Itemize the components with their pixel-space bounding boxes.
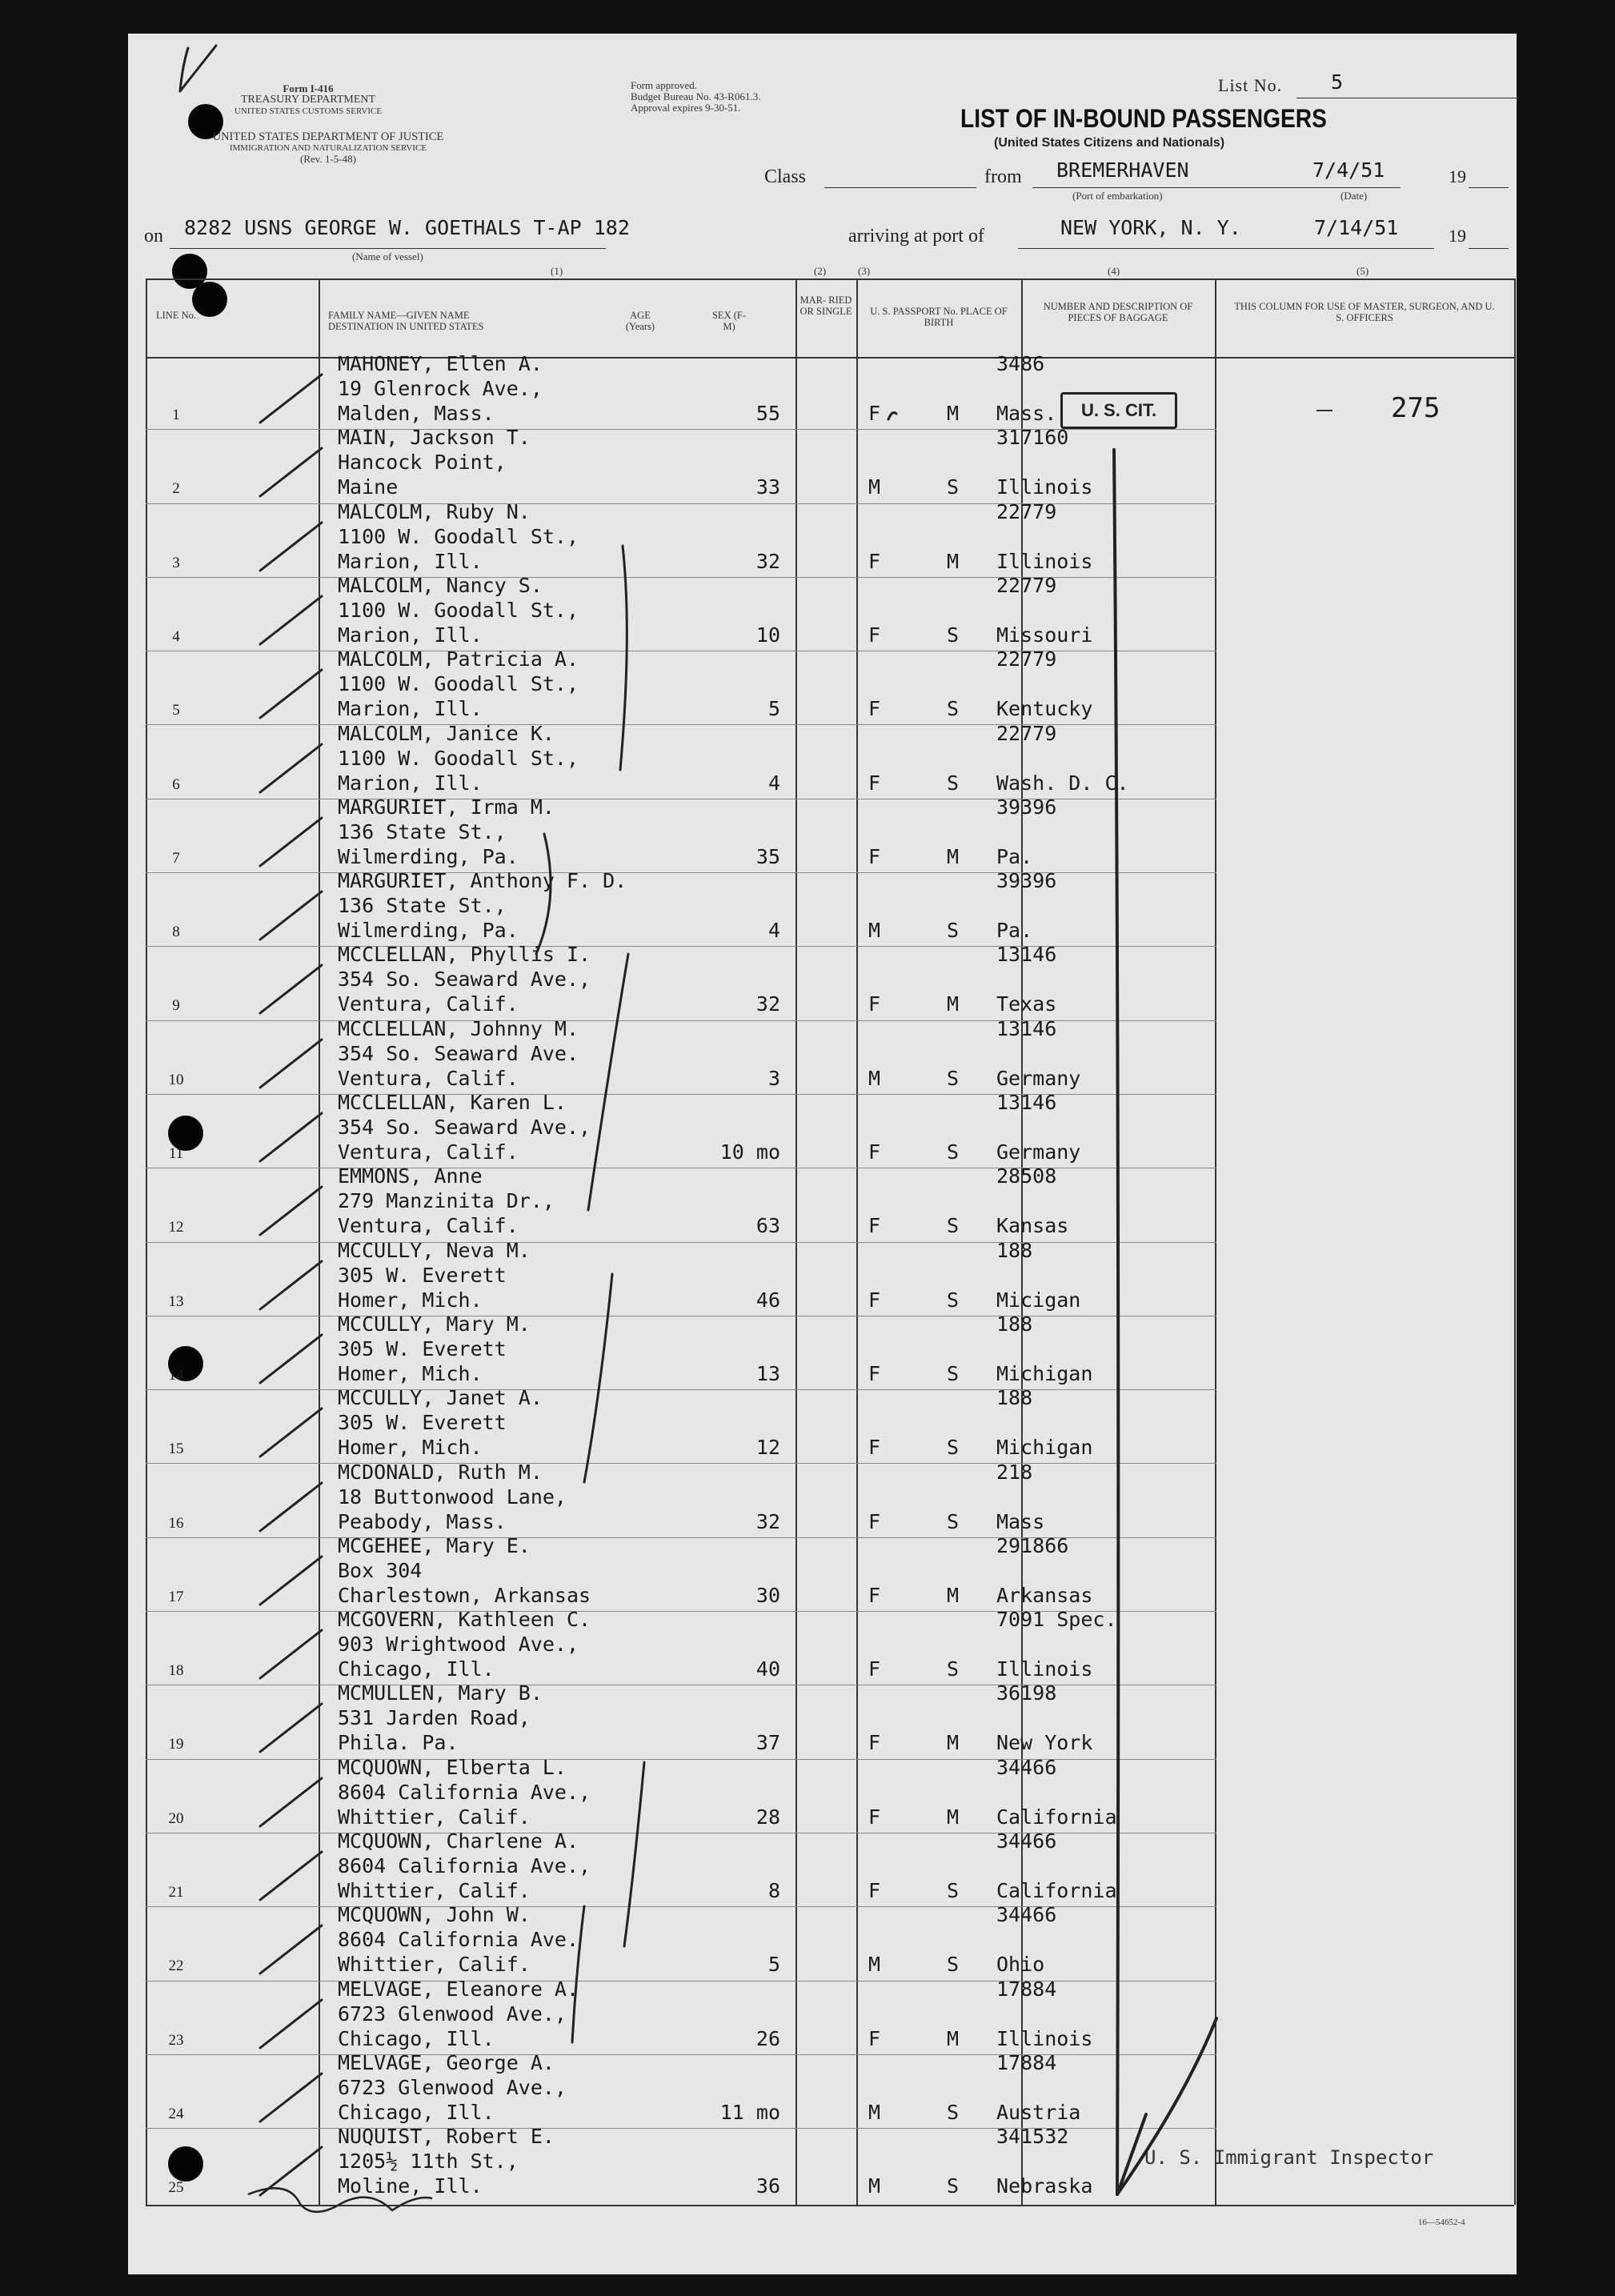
line-number: 23 xyxy=(168,2031,184,2049)
approval-expiry: Approval expires 9-30-51. xyxy=(631,102,741,114)
passport-number: 7091 Spec. xyxy=(996,1608,1117,1632)
passport-number: 188 xyxy=(996,1238,1033,1262)
age: 5 xyxy=(767,1953,780,1977)
passenger-name: MCCLELLAN, Phyllis I. xyxy=(338,943,591,967)
header-married: MAR- RIED OR SINGLE xyxy=(799,295,852,317)
header-baggage: NUMBER AND DESCRIPTION OF PIECES OF BAGGAGE xyxy=(1043,301,1193,323)
passport-number: 13146 xyxy=(996,1091,1057,1114)
age: 28 xyxy=(755,1805,780,1829)
address-line-2: Chicago, Ill. xyxy=(338,2026,495,2050)
age: 32 xyxy=(755,549,780,573)
age: 13 xyxy=(755,1361,780,1385)
line-number: 6 xyxy=(172,775,180,793)
header-officers: THIS COLUMN FOR USE OF MASTER, SURGEON, AND U. S. OFFICERS xyxy=(1234,301,1495,323)
marital-status: S xyxy=(947,1436,960,1460)
header-sex: SEX (F-M) xyxy=(711,310,747,332)
address-line-2: Marion, Ill. xyxy=(338,771,483,795)
line-number: 25 xyxy=(168,2179,184,2197)
marital-status: S xyxy=(947,1361,960,1385)
marital-status: M xyxy=(947,1731,960,1755)
age: 26 xyxy=(755,2026,780,2050)
sex: M xyxy=(868,2100,881,2124)
marital-status: S xyxy=(947,2174,960,2198)
line-number: 20 xyxy=(168,1809,184,1827)
col-number-4: (4) xyxy=(1108,265,1120,277)
marital-status: S xyxy=(947,1066,960,1090)
arriving-label: arriving at port of xyxy=(848,226,984,246)
marital-status: S xyxy=(947,697,960,721)
passenger-name: EMMONS, Anne xyxy=(338,1164,483,1188)
line-number: 1 xyxy=(172,407,180,423)
address-line-1: 903 Wrightwood Ave., xyxy=(338,1633,579,1657)
marital-status: M xyxy=(947,402,960,425)
passenger-name: MARGURIET, Anthony F. D. xyxy=(338,869,627,893)
vessel-name: 8282 USNS GEORGE W. GOETHALS T-AP 182 xyxy=(184,216,630,239)
manifest-page xyxy=(128,34,1517,2274)
age: 33 xyxy=(755,475,780,499)
passport-number: 22779 xyxy=(996,573,1057,597)
address-line-2: Maine xyxy=(338,475,399,499)
passenger-name: NUQUIST, Robert E. xyxy=(338,2125,555,2149)
year-prefix: 19 xyxy=(1449,166,1466,186)
address-line-2: Charlestown, Arkansas xyxy=(338,1583,591,1607)
sex: M xyxy=(868,475,881,499)
from-label: from xyxy=(984,166,1022,187)
address-line-2: Homer, Mich. xyxy=(338,1361,483,1385)
address-line-1: 8604 California Ave., xyxy=(338,1854,591,1877)
line-number: 4 xyxy=(172,627,180,645)
departure-date: 7/4/51 xyxy=(1312,158,1385,182)
passenger-name: MALCOLM, Janice K. xyxy=(338,721,555,745)
arrival-date: 7/14/51 xyxy=(1314,216,1399,239)
address-line-1: 531 Jarden Road, xyxy=(338,1706,531,1730)
address-line-2: Wilmerding, Pa. xyxy=(338,919,519,943)
address-line-2: Moline, Ill. xyxy=(338,2174,483,2198)
address-line-2: Wilmerding, Pa. xyxy=(338,844,519,868)
address-line-2: Whittier, Calif. xyxy=(338,1805,531,1829)
passport-number: 3486 xyxy=(996,352,1045,375)
passport-number: 317160 xyxy=(996,426,1069,450)
marital-status: S xyxy=(947,1657,960,1681)
marital-status: M xyxy=(947,549,960,573)
line-number: 18 xyxy=(168,1662,184,1680)
immigrant-inspector-stamp: U. S. Immigrant Inspector xyxy=(1144,2146,1434,2169)
address-line-2: Homer, Mich. xyxy=(338,1436,483,1460)
line-number: 5 xyxy=(172,702,180,719)
address-line-2: Malden, Mass. xyxy=(338,402,495,425)
address-line-1: Box 304 xyxy=(338,1558,423,1582)
handwritten-marks xyxy=(128,34,1517,2274)
passenger-name: MALCOLM, Patricia A. xyxy=(338,647,579,671)
place-of-birth: Illinois xyxy=(996,475,1093,499)
passenger-name: MCCULLY, Mary M. xyxy=(338,1312,531,1336)
header-age: AGE (Years) xyxy=(625,310,655,332)
passport-number: 188 xyxy=(996,1386,1033,1410)
line-number: 10 xyxy=(168,1071,184,1088)
marital-status: S xyxy=(947,475,960,499)
passenger-name: MAIN, Jackson T. xyxy=(338,426,531,450)
address-line-1: 354 So. Seaward Ave., xyxy=(338,968,591,992)
place-of-birth: Michigan xyxy=(996,1436,1093,1460)
marital-status: M xyxy=(947,1805,960,1829)
place-of-birth: Nebraska xyxy=(996,2174,1093,2198)
address-line-2: Homer, Mich. xyxy=(338,1288,483,1312)
address-line-1: 8604 California Ave. xyxy=(338,1928,579,1952)
address-line-1: 6723 Glenwood Ave., xyxy=(338,2001,567,2026)
marital-status: S xyxy=(947,919,960,943)
passenger-name: MCDONALD, Ruth M. xyxy=(338,1460,543,1484)
address-line-1: 1100 W. Goodall St., xyxy=(338,672,579,696)
date-caption: (Date) xyxy=(1340,190,1368,202)
passenger-name: MCCLELLAN, Johnny M. xyxy=(338,1016,579,1040)
address-line-2: Marion, Ill. xyxy=(338,549,483,573)
place-of-birth: New York xyxy=(996,1731,1093,1755)
form-approved: Form approved. xyxy=(631,79,698,91)
sex: F xyxy=(868,844,881,868)
sex: F xyxy=(868,2026,881,2050)
list-no-value: 5 xyxy=(1331,70,1344,94)
sex: F xyxy=(868,1879,881,1902)
place-of-birth: Kentucky xyxy=(996,697,1093,721)
address-line-1: 1100 W. Goodall St., xyxy=(338,746,579,770)
marital-status: S xyxy=(947,1953,960,1977)
sex: F xyxy=(868,402,881,425)
passport-number: 34466 xyxy=(996,1829,1057,1853)
address-line-2: Marion, Ill. xyxy=(338,623,483,647)
passenger-name: MCCLELLAN, Karen L. xyxy=(338,1091,567,1114)
passport-number: 341532 xyxy=(996,2125,1069,2149)
address-line-2: Chicago, Ill. xyxy=(338,1657,495,1681)
passport-number: 34466 xyxy=(996,1903,1057,1927)
line-number: 21 xyxy=(168,1884,184,1901)
place-of-birth: Mass xyxy=(996,1509,1045,1533)
form-title: LIST OF IN-BOUND PASSENGERS xyxy=(960,104,1327,133)
line-number: 19 xyxy=(168,1736,184,1753)
age: 36 xyxy=(755,2174,780,2198)
address-line-1: 1100 W. Goodall St., xyxy=(338,598,579,622)
passenger-name: MCCULLY, Janet A. xyxy=(338,1386,543,1410)
class-label: Class xyxy=(764,166,807,187)
address-line-2: Ventura, Calif. xyxy=(338,1214,519,1238)
place-of-birth: Wash. D. C. xyxy=(996,771,1129,795)
line-number: 7 xyxy=(172,849,180,867)
passenger-name: MELVAGE, George A. xyxy=(338,2050,555,2074)
sex: M xyxy=(868,2174,881,2198)
sex: F xyxy=(868,992,881,1016)
passenger-name: MCGEHEE, Mary E. xyxy=(338,1533,531,1557)
age: 12 xyxy=(755,1436,780,1460)
marital-status: M xyxy=(947,1583,960,1607)
sex: F xyxy=(868,1657,881,1681)
line-number: 13 xyxy=(168,1292,184,1310)
age: 46 xyxy=(755,1288,780,1312)
address-line-2: Peabody, Mass. xyxy=(338,1509,507,1533)
address-line-1: 136 State St., xyxy=(338,819,507,843)
place-of-birth: Pa. xyxy=(996,844,1033,868)
age: 35 xyxy=(755,844,780,868)
line-number: 14 xyxy=(168,1366,184,1384)
sex: F xyxy=(868,1214,881,1238)
line-number: 16 xyxy=(168,1514,184,1532)
sex: F xyxy=(868,1361,881,1385)
justice-dept: UNITED STATES DEPARTMENT OF JUSTICE xyxy=(212,130,444,143)
age: 63 xyxy=(755,1214,780,1238)
marital-status: S xyxy=(947,1288,960,1312)
passport-number: 17884 xyxy=(996,1977,1057,2001)
address-line-1: 8604 California Ave., xyxy=(338,1780,591,1804)
place-of-birth: Missouri xyxy=(996,623,1093,647)
address-line-1: 279 Manzinita Dr., xyxy=(338,1189,555,1213)
address-line-2: Marion, Ill. xyxy=(338,697,483,721)
passenger-name: MAHONEY, Ellen A. xyxy=(338,352,543,375)
sex: F xyxy=(868,697,881,721)
header-name: FAMILY NAME—GIVEN NAME DESTINATION IN UNITED STATES xyxy=(328,310,484,332)
passport-number: 188 xyxy=(996,1312,1033,1336)
age: 40 xyxy=(755,1657,780,1681)
place-of-birth: Germany xyxy=(996,1140,1081,1164)
year-prefix-2: 19 xyxy=(1449,226,1466,246)
col-number-3: (3) xyxy=(858,265,871,277)
marital-status: S xyxy=(947,1140,960,1164)
place-of-birth: Mass. xyxy=(996,402,1057,425)
line-number: 9 xyxy=(172,997,180,1015)
sex: F xyxy=(868,771,881,795)
ins-service: IMMIGRATION AND NATURALIZATION SERVICE xyxy=(229,143,427,153)
address-line-2: Whittier, Calif. xyxy=(338,1879,531,1902)
passport-number: 17884 xyxy=(996,2050,1057,2074)
place-of-birth: Pa. xyxy=(996,919,1033,943)
line-number: 24 xyxy=(168,2105,184,2122)
place-of-birth: Texas xyxy=(996,992,1057,1016)
place-of-birth: California xyxy=(996,1879,1117,1902)
line-number: 2 xyxy=(172,480,180,498)
passport-number: 22779 xyxy=(996,499,1057,523)
line-number: 15 xyxy=(168,1441,184,1458)
place-of-birth: Illinois xyxy=(996,2026,1093,2050)
header-passport: U. S. PASSPORT No. PLACE OF BIRTH xyxy=(870,306,1008,328)
place-of-birth: Illinois xyxy=(996,1657,1093,1681)
sex: F xyxy=(868,1288,881,1312)
address-line-2: Ventura, Calif. xyxy=(338,1140,519,1164)
address-line-2: Chicago, Ill. xyxy=(338,2100,495,2124)
passport-number: 291866 xyxy=(996,1533,1069,1557)
col-number-5: (5) xyxy=(1357,265,1369,277)
footer-code: 16—54652-4 xyxy=(1418,2218,1465,2227)
address-line-1: 136 State St., xyxy=(338,894,507,918)
age: 5 xyxy=(767,697,780,721)
marital-status: S xyxy=(947,1214,960,1238)
customs-service: UNITED STATES CUSTOMS SERVICE xyxy=(234,106,383,116)
address-line-1: 354 So. Seaward Ave. xyxy=(338,1041,579,1065)
age: 37 xyxy=(755,1731,780,1755)
passport-number: 39396 xyxy=(996,869,1057,893)
us-citizen-stamp-text: U. S. CIT. xyxy=(1080,400,1157,420)
treasury-dept: TREASURY DEPARTMENT xyxy=(240,94,376,106)
age: 10 xyxy=(755,623,780,647)
line-number: 8 xyxy=(172,924,180,941)
sex: F xyxy=(868,1509,881,1533)
list-no-label: List No. xyxy=(1218,75,1283,95)
place-of-birth: Germany xyxy=(996,1066,1081,1090)
passenger-name: MALCOLM, Ruby N. xyxy=(338,499,531,523)
marital-status: S xyxy=(947,2100,960,2124)
marital-status: M xyxy=(947,844,960,868)
passenger-name: MCMULLEN, Mary B. xyxy=(338,1681,543,1705)
place-of-birth: Ohio xyxy=(996,1953,1045,1977)
passenger-name: MELVAGE, Eleanore A. xyxy=(338,1977,579,2001)
address-line-1: 19 Glenrock Ave., xyxy=(338,377,543,400)
passenger-name: MCGOVERN, Kathleen C. xyxy=(338,1608,591,1632)
age: 3 xyxy=(767,1066,780,1090)
passenger-name: MCQUOWN, Charlene A. xyxy=(338,1829,579,1853)
passenger-name: MARGURIET, Irma M. xyxy=(338,795,555,819)
age: 4 xyxy=(767,771,780,795)
port-embark-caption: (Port of embarkation) xyxy=(1072,190,1163,202)
age: 32 xyxy=(755,1509,780,1533)
place-of-birth: Austria xyxy=(996,2100,1081,2124)
port-of-arrival: NEW YORK, N. Y. xyxy=(1060,216,1241,239)
on-label: on xyxy=(144,226,163,246)
address-line-1: 1100 W. Goodall St., xyxy=(338,524,579,548)
line-number: 17 xyxy=(168,1588,184,1605)
line-number: 3 xyxy=(172,554,180,571)
place-of-birth: Micigan xyxy=(996,1288,1081,1312)
col-number-1: (1) xyxy=(551,265,563,277)
marital-status: S xyxy=(947,771,960,795)
address-line-1: 1205½ 11th St., xyxy=(338,2150,519,2174)
address-line-1: 305 W. Everett xyxy=(338,1411,507,1435)
marital-status: S xyxy=(947,1509,960,1533)
form-subtitle: (United States Citizens and Nationals) xyxy=(994,136,1225,150)
sex: F xyxy=(868,1436,881,1460)
passport-number: 13146 xyxy=(996,1016,1057,1040)
age: 4 xyxy=(767,919,780,943)
age: 32 xyxy=(755,992,780,1016)
marital-status: S xyxy=(947,1879,960,1902)
age: 8 xyxy=(767,1879,780,1902)
sex: F xyxy=(868,1583,881,1607)
passport-number: 13146 xyxy=(996,943,1057,967)
port-of-embarkation: BREMERHAVEN xyxy=(1056,158,1189,182)
address-line-1: 6723 Glenwood Ave., xyxy=(338,2075,567,2099)
age: 55 xyxy=(755,402,780,425)
sex: M xyxy=(868,919,881,943)
passenger-name: MCQUOWN, Elberta L. xyxy=(338,1755,567,1779)
passenger-name: MCCULLY, Neva M. xyxy=(338,1238,531,1262)
marital-status: M xyxy=(947,992,960,1016)
sex: F xyxy=(868,1805,881,1829)
place-of-birth: Kansas xyxy=(996,1214,1069,1238)
marital-status: S xyxy=(947,623,960,647)
passport-number: 218 xyxy=(996,1460,1033,1484)
address-line-1: Hancock Point, xyxy=(338,451,507,475)
address-line-1: 18 Buttonwood Lane, xyxy=(338,1485,567,1509)
budget-bureau: Budget Bureau No. 43-R061.3. xyxy=(631,90,761,102)
sex: F xyxy=(868,623,881,647)
address-line-1: 305 W. Everett xyxy=(338,1336,507,1360)
address-line-1: 305 W. Everett xyxy=(338,1263,507,1287)
age: 11 mo xyxy=(719,2100,780,2124)
passport-number: 34466 xyxy=(996,1755,1057,1779)
officer-number: 275 xyxy=(1391,392,1441,424)
address-line-2: Ventura, Calif. xyxy=(338,1066,519,1090)
passenger-name: MALCOLM, Nancy S. xyxy=(338,573,543,597)
place-of-birth: California xyxy=(996,1805,1117,1829)
line-number: 12 xyxy=(168,1219,184,1236)
passport-number: 22779 xyxy=(996,721,1057,745)
place-of-birth: Illinois xyxy=(996,549,1093,573)
passport-number: 28508 xyxy=(996,1164,1057,1188)
sex: F xyxy=(868,1731,881,1755)
passport-number: 36198 xyxy=(996,1681,1057,1705)
form-number: Form I-416 xyxy=(283,82,334,94)
place-of-birth: Arkansas xyxy=(996,1583,1093,1607)
address-line-2: Ventura, Calif. xyxy=(338,992,519,1016)
address-line-1: 354 So. Seaward Ave., xyxy=(338,1116,591,1139)
vessel-caption: (Name of vessel) xyxy=(352,250,423,262)
passenger-name: MCQUOWN, John W. xyxy=(338,1903,531,1927)
address-line-2: Whittier, Calif. xyxy=(338,1953,531,1977)
age: 10 mo xyxy=(719,1140,780,1164)
place-of-birth: Michigan xyxy=(996,1361,1093,1385)
sex: F xyxy=(868,549,881,573)
marital-status: M xyxy=(947,2026,960,2050)
header-line-no: LINE No. xyxy=(156,310,196,321)
sex: M xyxy=(868,1953,881,1977)
sex: F xyxy=(868,1140,881,1164)
line-number: 22 xyxy=(168,1957,184,1975)
line-number: 11 xyxy=(168,1145,184,1162)
revision: (Rev. 1-5-48) xyxy=(300,153,356,165)
address-line-2: Phila. Pa. xyxy=(338,1731,459,1755)
age: 30 xyxy=(755,1583,780,1607)
passport-number: 22779 xyxy=(996,647,1057,671)
col-number-2: (2) xyxy=(814,265,827,277)
sex: M xyxy=(868,1066,881,1090)
passport-number: 39396 xyxy=(996,795,1057,819)
